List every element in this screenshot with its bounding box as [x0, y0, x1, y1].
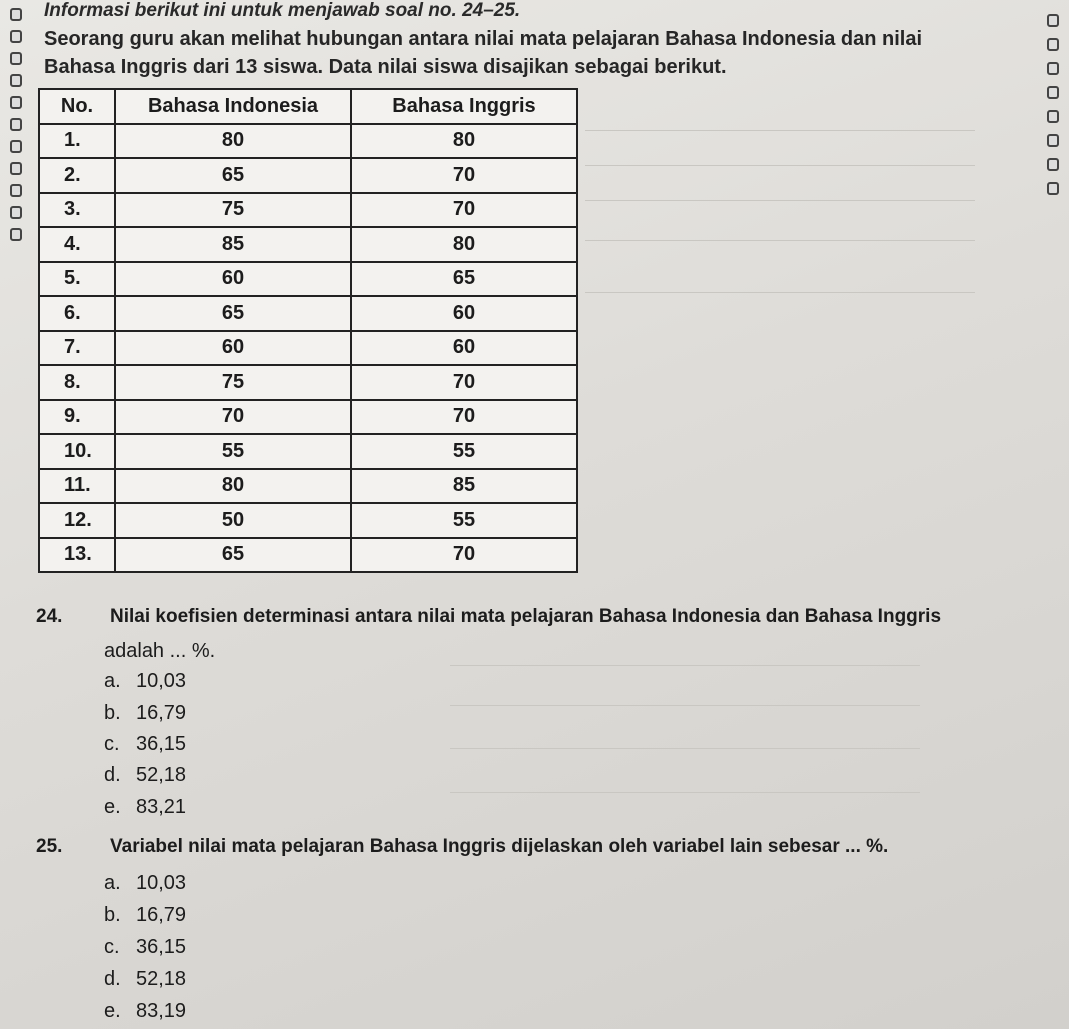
cell-indonesia: 80	[115, 469, 351, 504]
cell-inggris: 70	[351, 538, 577, 573]
intro-line-1: Seorang guru akan melihat hubungan antara nilai mata pelajaran Bahasa Indonesia dan nilai	[44, 28, 922, 50]
table-row	[39, 158, 577, 193]
cell-indonesia: 65	[115, 158, 351, 193]
option-24-c[interactable]	[104, 733, 186, 756]
option-letter: d.	[104, 764, 121, 786]
cell-no: 11.	[39, 469, 115, 504]
table-row	[39, 296, 577, 331]
option-24-e[interactable]	[104, 796, 186, 819]
option-value: 52,18	[136, 764, 187, 786]
option-value: 10,03	[136, 670, 187, 692]
cell-inggris: 55	[351, 503, 577, 538]
option-value: 10,03	[136, 872, 187, 894]
table-row	[39, 434, 577, 469]
option-value: 83,19	[136, 1000, 187, 1022]
cell-no: 8.	[39, 365, 115, 400]
cell-inggris: 70	[351, 193, 577, 228]
option-25-d[interactable]	[104, 968, 186, 991]
cell-no: 1.	[39, 124, 115, 159]
cell-no: 4.	[39, 227, 115, 262]
cell-indonesia: 60	[115, 262, 351, 297]
intro-heading: Informasi berikut ini untuk menjawab soal no. 24–25.	[44, 0, 521, 21]
cell-inggris: 65	[351, 262, 577, 297]
score-table	[38, 88, 578, 573]
cell-no: 12.	[39, 503, 115, 538]
cell-no: 2.	[39, 158, 115, 193]
table-row	[39, 227, 577, 262]
option-letter: e.	[104, 1000, 121, 1022]
cell-inggris: 85	[351, 469, 577, 504]
table-row	[39, 469, 577, 504]
cell-no: 7.	[39, 331, 115, 366]
question-number: 24.	[36, 606, 63, 627]
cell-inggris: 70	[351, 400, 577, 435]
cell-no: 3.	[39, 193, 115, 228]
table-row	[39, 365, 577, 400]
cell-inggris: 55	[351, 434, 577, 469]
option-25-b[interactable]	[104, 904, 186, 927]
cell-inggris: 60	[351, 296, 577, 331]
question-25	[36, 836, 888, 858]
cell-inggris: 70	[351, 158, 577, 193]
bleed-line	[585, 240, 975, 241]
question-number: 25.	[36, 836, 63, 857]
bleed-line	[450, 705, 920, 706]
question-text: Nilai koefisien determinasi antara nilai mata pelajaran Bahasa Indonesia dan Bahasa Inggris	[110, 606, 942, 627]
cell-indonesia: 60	[115, 331, 351, 366]
option-value: 16,79	[136, 904, 187, 926]
option-25-a[interactable]	[104, 872, 186, 895]
table-row	[39, 262, 577, 297]
table-row	[39, 503, 577, 538]
bleed-line	[585, 200, 975, 201]
option-letter: a.	[104, 670, 121, 692]
question-24	[36, 606, 941, 628]
cell-inggris: 80	[351, 124, 577, 159]
option-letter: e.	[104, 796, 121, 818]
header-bahasa-indonesia: Bahasa Indonesia	[115, 89, 351, 124]
table-row	[39, 124, 577, 159]
option-letter: d.	[104, 968, 121, 990]
bleed-line	[585, 165, 975, 166]
cell-indonesia: 65	[115, 296, 351, 331]
table-row	[39, 331, 577, 366]
cell-inggris: 70	[351, 365, 577, 400]
cell-no: 9.	[39, 400, 115, 435]
option-value: 36,15	[136, 936, 187, 958]
intro-line-2: Bahasa Inggris dari 13 siswa. Data nilai siswa disajikan sebagai berikut.	[44, 56, 727, 78]
option-24-b[interactable]	[104, 702, 186, 725]
bleed-line	[585, 292, 975, 293]
option-value: 52,18	[136, 968, 187, 990]
header-no: No.	[39, 89, 115, 124]
cell-indonesia: 80	[115, 124, 351, 159]
bleed-line	[450, 792, 920, 793]
table-row	[39, 193, 577, 228]
option-24-a[interactable]	[104, 670, 186, 693]
option-letter: c.	[104, 936, 120, 958]
question-continuation: adalah ... %.	[104, 640, 216, 662]
option-letter: c.	[104, 733, 120, 755]
option-24-d[interactable]	[104, 764, 186, 787]
binder-rings-left	[0, 0, 38, 260]
cell-indonesia: 85	[115, 227, 351, 262]
table-header-row	[39, 89, 577, 124]
cell-inggris: 60	[351, 331, 577, 366]
cell-indonesia: 65	[115, 538, 351, 573]
cell-no: 6.	[39, 296, 115, 331]
cell-indonesia: 50	[115, 503, 351, 538]
cell-no: 10.	[39, 434, 115, 469]
table-row	[39, 538, 577, 573]
header-bahasa-inggris: Bahasa Inggris	[351, 89, 577, 124]
table-row	[39, 400, 577, 435]
option-letter: a.	[104, 872, 121, 894]
option-value: 83,21	[136, 796, 187, 818]
cell-indonesia: 55	[115, 434, 351, 469]
option-value: 36,15	[136, 733, 187, 755]
option-letter: b.	[104, 904, 121, 926]
option-value: 16,79	[136, 702, 187, 724]
cell-indonesia: 70	[115, 400, 351, 435]
bleed-line	[450, 748, 920, 749]
bleed-line	[450, 665, 920, 666]
bleed-line	[585, 130, 975, 131]
cell-inggris: 80	[351, 227, 577, 262]
cell-no: 13.	[39, 538, 115, 573]
cell-indonesia: 75	[115, 365, 351, 400]
option-letter: b.	[104, 702, 121, 724]
question-text: Variabel nilai mata pelajaran Bahasa Inggris dijelaskan oleh variabel lain sebesar ... %.	[110, 836, 889, 857]
option-25-c[interactable]	[104, 936, 186, 959]
cell-indonesia: 75	[115, 193, 351, 228]
option-25-e[interactable]	[104, 1000, 186, 1023]
cell-no: 5.	[39, 262, 115, 297]
